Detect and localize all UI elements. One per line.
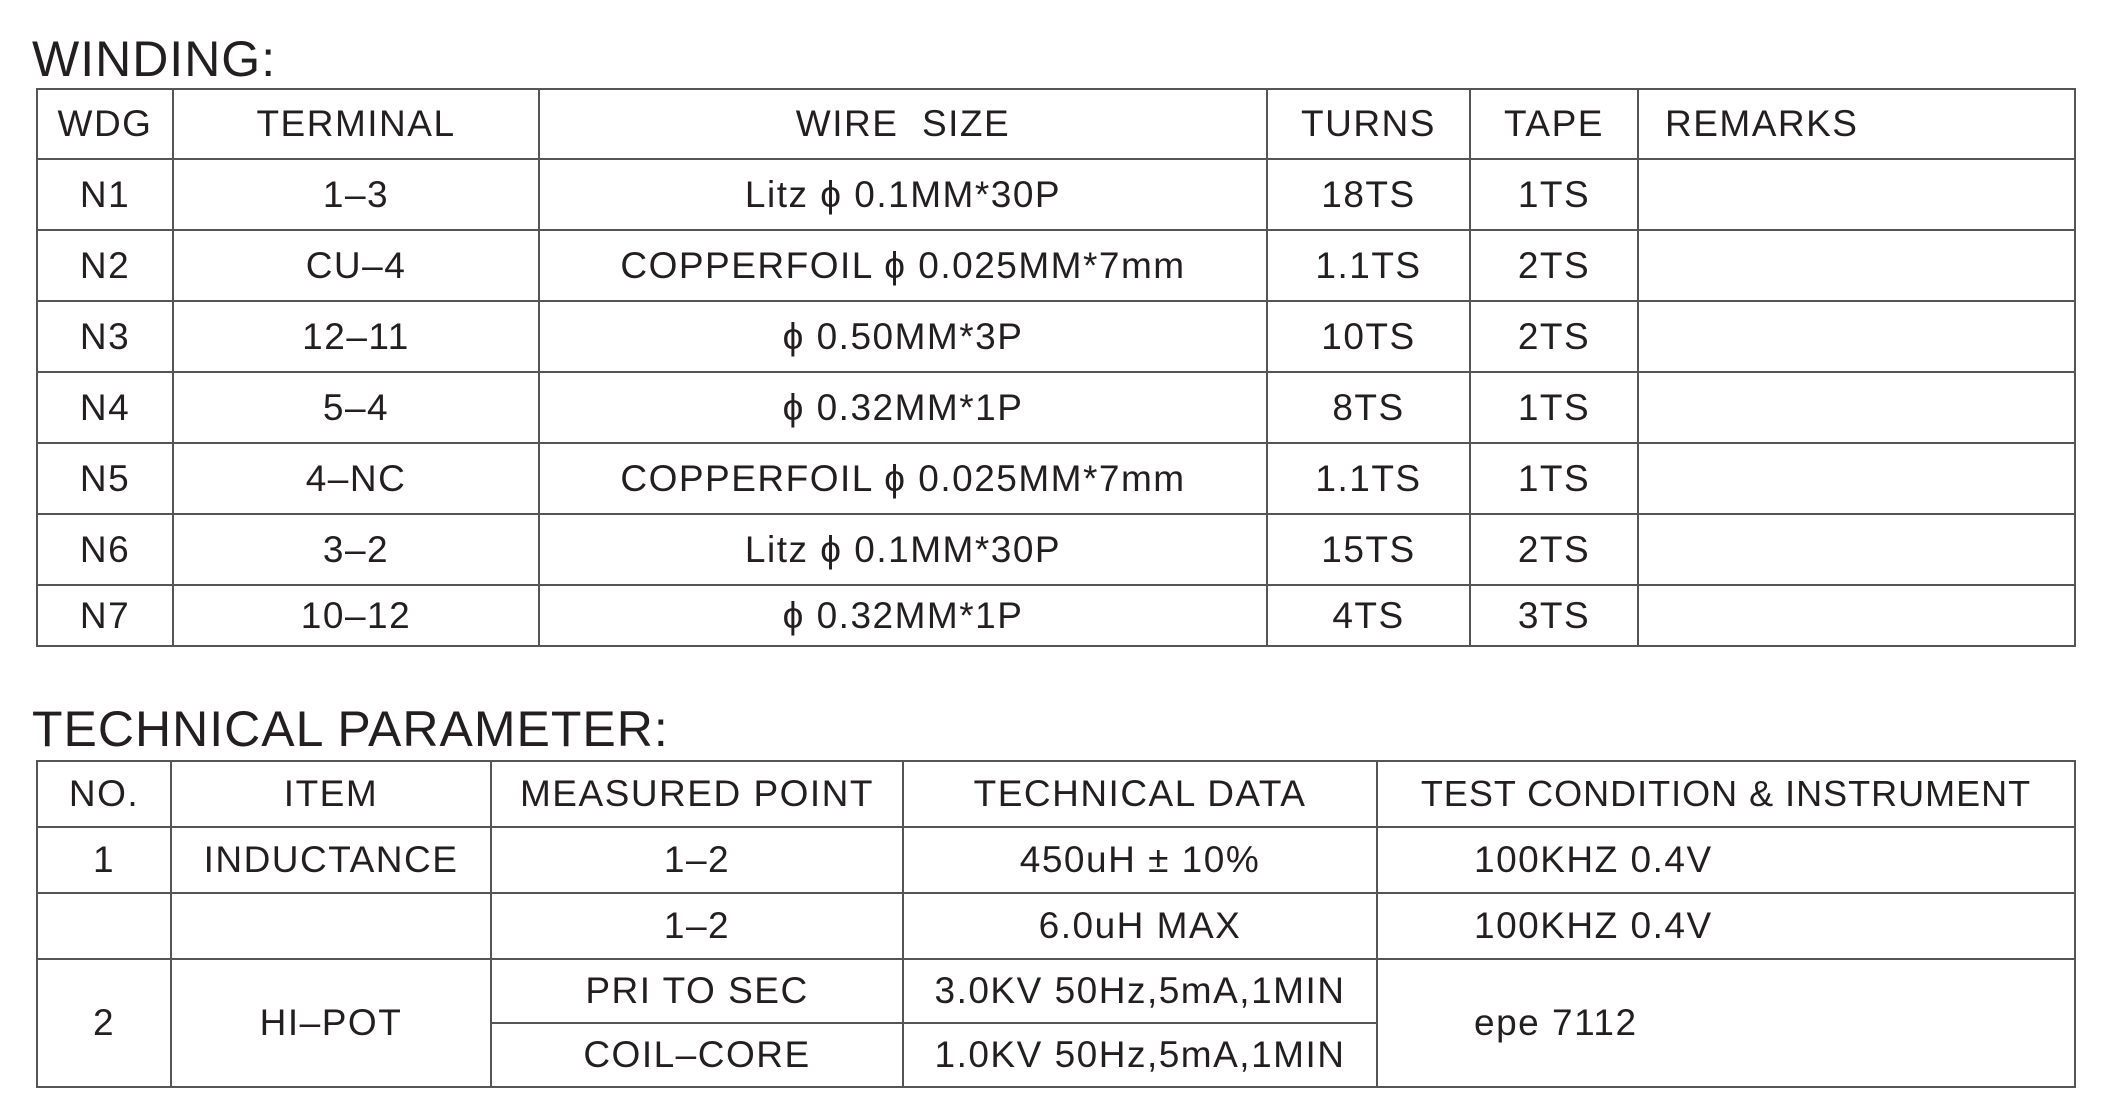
terminal-cell: 1–3 bbox=[173, 159, 539, 230]
header-test-condition: TEST CONDITION & INSTRUMENT bbox=[1377, 761, 2075, 827]
wire-size-cell: Litz ϕ 0.1MM*30P bbox=[539, 159, 1267, 230]
winding-row bbox=[37, 159, 2075, 230]
winding-row bbox=[37, 514, 2075, 585]
terminal-cell: 4–NC bbox=[173, 443, 539, 514]
test-condition-cell: 100KHZ 0.4V bbox=[1377, 827, 2075, 893]
technical-data-cell: 1.0KV 50Hz,5mA,1MIN bbox=[903, 1023, 1377, 1087]
winding-row bbox=[37, 443, 2075, 514]
header-tape: TAPE bbox=[1470, 89, 1638, 159]
turns-cell: 8TS bbox=[1267, 372, 1470, 443]
tape-cell: 1TS bbox=[1470, 372, 1638, 443]
remarks-cell bbox=[1638, 443, 2075, 514]
remarks-cell bbox=[1638, 301, 2075, 372]
technical-row bbox=[37, 893, 2075, 959]
header-turns: TURNS bbox=[1267, 89, 1470, 159]
measured-point-cell: 1–2 bbox=[491, 827, 903, 893]
wire-size-cell: COPPERFOIL ϕ 0.025MM*7mm bbox=[539, 230, 1267, 301]
measured-point-cell: 1–2 bbox=[491, 893, 903, 959]
measured-point-cell: COIL–CORE bbox=[491, 1023, 903, 1087]
technical-row bbox=[37, 959, 2075, 1023]
turns-cell: 10TS bbox=[1267, 301, 1470, 372]
winding-row bbox=[37, 230, 2075, 301]
tape-cell: 2TS bbox=[1470, 230, 1638, 301]
item-cell: INDUCTANCE bbox=[171, 827, 491, 893]
wire-size-cell: COPPERFOIL ϕ 0.025MM*7mm bbox=[539, 443, 1267, 514]
turns-cell: 15TS bbox=[1267, 514, 1470, 585]
terminal-cell: 3–2 bbox=[173, 514, 539, 585]
header-wdg: WDG bbox=[37, 89, 173, 159]
tape-cell: 2TS bbox=[1470, 514, 1638, 585]
terminal-cell: CU–4 bbox=[173, 230, 539, 301]
no-cell: 2 bbox=[37, 959, 171, 1087]
item-cell: HI–POT bbox=[171, 959, 491, 1087]
turns-cell: 18TS bbox=[1267, 159, 1470, 230]
winding-row bbox=[37, 301, 2075, 372]
header-technical-data: TECHNICAL DATA bbox=[903, 761, 1377, 827]
measured-point-cell: PRI TO SEC bbox=[491, 959, 903, 1023]
tape-cell: 3TS bbox=[1470, 585, 1638, 646]
terminal-cell: 12–11 bbox=[173, 301, 539, 372]
remarks-cell bbox=[1638, 514, 2075, 585]
winding-header-row bbox=[37, 89, 2075, 159]
winding-row bbox=[37, 585, 2075, 646]
wdg-cell: N4 bbox=[37, 372, 173, 443]
wire-size-cell: ϕ 0.32MM*1P bbox=[539, 585, 1267, 646]
remarks-cell bbox=[1638, 585, 2075, 646]
wire-size-cell: ϕ 0.50MM*3P bbox=[539, 301, 1267, 372]
winding-row bbox=[37, 372, 2075, 443]
turns-cell: 4TS bbox=[1267, 585, 1470, 646]
winding-title: WINDING: bbox=[32, 31, 277, 87]
test-condition-cell: epe 7112 bbox=[1377, 959, 2075, 1087]
technical-data-cell: 3.0KV 50Hz,5mA,1MIN bbox=[903, 959, 1377, 1023]
remarks-cell bbox=[1638, 159, 2075, 230]
terminal-cell: 10–12 bbox=[173, 585, 539, 646]
header-remarks: REMARKS bbox=[1638, 89, 2075, 159]
technical-row bbox=[37, 827, 2075, 893]
no-cell bbox=[37, 893, 171, 959]
winding-table bbox=[36, 88, 2076, 647]
wdg-cell: N1 bbox=[37, 159, 173, 230]
technical-data-cell: 450uH ± 10% bbox=[903, 827, 1377, 893]
tape-cell: 2TS bbox=[1470, 301, 1638, 372]
wire-size-cell: Litz ϕ 0.1MM*30P bbox=[539, 514, 1267, 585]
remarks-cell bbox=[1638, 230, 2075, 301]
wdg-cell: N7 bbox=[37, 585, 173, 646]
header-measured-point: MEASURED POINT bbox=[491, 761, 903, 827]
technical-header-row bbox=[37, 761, 2075, 827]
tape-cell: 1TS bbox=[1470, 159, 1638, 230]
header-no: NO. bbox=[37, 761, 171, 827]
item-cell bbox=[171, 893, 491, 959]
wdg-cell: N5 bbox=[37, 443, 173, 514]
remarks-cell bbox=[1638, 372, 2075, 443]
header-item: ITEM bbox=[171, 761, 491, 827]
header-terminal: TERMINAL bbox=[173, 89, 539, 159]
tape-cell: 1TS bbox=[1470, 443, 1638, 514]
wdg-cell: N2 bbox=[37, 230, 173, 301]
technical-parameter-title: TECHNICAL PARAMETER: bbox=[32, 701, 669, 757]
wdg-cell: N6 bbox=[37, 514, 173, 585]
test-condition-cell: 100KHZ 0.4V bbox=[1377, 893, 2075, 959]
wdg-cell: N3 bbox=[37, 301, 173, 372]
technical-data-cell: 6.0uH MAX bbox=[903, 893, 1377, 959]
wire-size-cell: ϕ 0.32MM*1P bbox=[539, 372, 1267, 443]
turns-cell: 1.1TS bbox=[1267, 443, 1470, 514]
no-cell: 1 bbox=[37, 827, 171, 893]
terminal-cell: 5–4 bbox=[173, 372, 539, 443]
technical-parameter-table bbox=[36, 760, 2076, 1088]
header-wire-size: WIRE SIZE bbox=[539, 89, 1267, 159]
turns-cell: 1.1TS bbox=[1267, 230, 1470, 301]
